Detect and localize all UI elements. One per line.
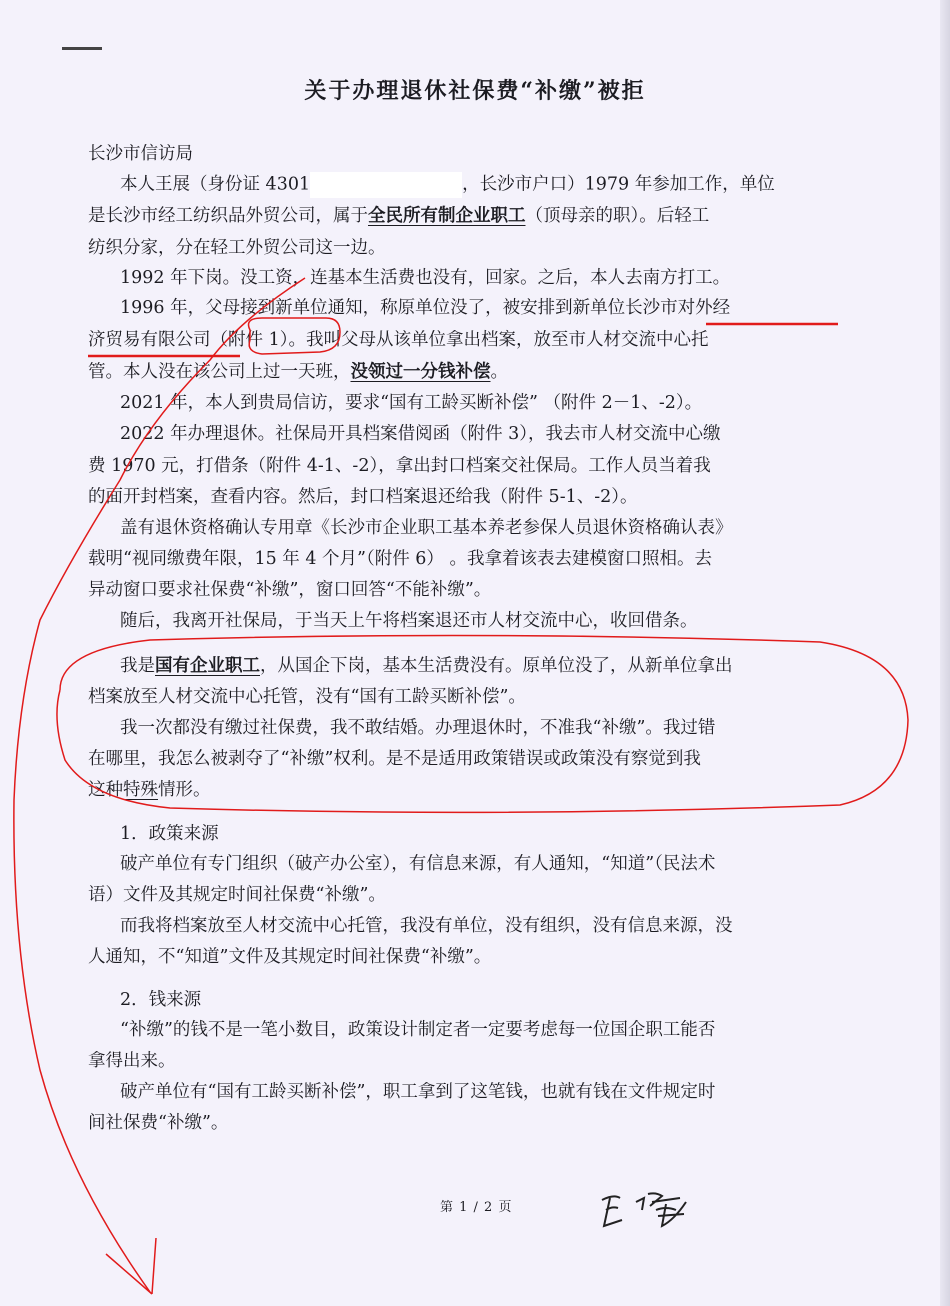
section2-heading: 2．钱来源	[120, 990, 202, 1010]
p3-line1	[120, 296, 840, 320]
scan-edge	[940, 0, 950, 1306]
p6-line1: 盖有退休资格确认专用章《长沙市企业职工基本养老参保人员退休资格确认表》	[120, 518, 733, 538]
p7-line: 随后，我离开社保局，于当天上午将档案退还市人材交流中心，收回借条。	[120, 611, 698, 631]
s2-line3: 破产单位有“国有工龄买断补偿”，职工拿到了这笔钱，也就有钱在文件规定时	[120, 1082, 716, 1102]
p3-l1-a: 1996 年，父母接到新单位通知，称原单位没了，被安排到新单位	[120, 298, 626, 318]
dash-mark	[62, 47, 102, 50]
p1-line2	[88, 204, 840, 228]
p3-l2-c: 。我叫父母从该单位拿出档案，放至市人材交流中心托	[288, 330, 709, 350]
addressee: 长沙市信访局	[88, 144, 193, 164]
p6-line2: 载明“视同缴费年限，15 年 4 个月”（附件 6） 。我拿着该表去建模窗口照相。去	[88, 549, 712, 569]
p3-l3-c: 。	[490, 362, 508, 382]
p9-line1: 我一次都没有缴过社保费，我不敢结婚。办理退休时，不准我“补缴”。我过错	[120, 718, 716, 738]
p5-line2: 费 1970 元，打借条（附件 4-1、-2），拿出封口档案交社保局。工作人员当着我	[88, 456, 711, 476]
p9-l3-emphasis: 特殊	[123, 780, 158, 800]
p5-line1: 2022 年办理退休。社保局开具档案借阅函（附件 3），我去市人材交流中心缴	[120, 424, 721, 444]
signature	[596, 1180, 696, 1240]
p8-line2: 档案放至人材交流中心托管，没有“国有工龄买断补偿”。	[88, 687, 526, 707]
p4-line: 2021 年，本人到贵局信访，要求“国有工龄买断补偿” （附件 2－1、-2）。	[120, 393, 703, 413]
p3-line3	[88, 360, 840, 384]
p6-line3: 异动窗口要求社保费“补缴”，窗口回答“不能补缴”。	[88, 580, 492, 600]
p3-l2-a: 济贸易有限公司	[88, 330, 211, 350]
s2-line4: 间社保费“补缴”。	[88, 1113, 229, 1133]
p1-line3: 纺织分家，分在轻工外贸公司这一边。	[88, 238, 386, 258]
p9-l3-c: 情形。	[158, 780, 211, 800]
redaction-box	[310, 172, 462, 198]
s2-line2: 拿得出来。	[88, 1051, 176, 1071]
section1-heading: 1．政策来源	[120, 824, 219, 844]
p2-line: 1992 年下岗。没工资，连基本生活费也没有，回家。之后，本人去南方打工。	[120, 268, 731, 288]
arrow-head	[106, 1238, 156, 1294]
p1-l2-emphasis: 全民所有制企业职工	[368, 206, 526, 226]
p5-line3: 的面开封档案，查看内容。然后，封口档案退还给我（附件 5-1、-2）。	[88, 487, 638, 507]
p1-text-b: ，长沙市户口）1979 年参加工作，单位	[462, 174, 775, 195]
s2-line1: “补缴”的钱不是一笔小数目，政策设计制定者一定要考虑每一位国企职工能否	[120, 1020, 716, 1040]
p8-l1-a: 我是	[120, 656, 155, 676]
p8-l1-c: ，从国企下岗，基本生活费没有。原单位没了，从新单位拿出	[260, 656, 733, 676]
p8-line1	[120, 654, 840, 678]
page-number: 第 1 / 2 页	[440, 1200, 513, 1215]
p3-l3-a: 管。本人没在该公司上过一天班，	[88, 362, 351, 382]
p9-l3-a: 这种	[88, 780, 123, 800]
s1-line1: 破产单位有专门组织（破产办公室），有信息来源，有人通知，“知道”（民法术	[120, 854, 716, 874]
p1-l2-c: （顶母亲的职）。后轻工	[525, 206, 710, 226]
p9-line3	[88, 778, 840, 802]
p3-l3-emphasis: 没领过一分钱补偿	[350, 362, 491, 382]
s1-line2: 语）文件及其规定时间社保费“补缴”。	[88, 885, 386, 905]
p8-l1-emphasis: 国有企业职工	[155, 656, 260, 676]
p9-line2: 在哪里，我怎么被剥夺了“补缴”权利。是不是适用政策错误或政策没有察觉到我	[88, 749, 701, 769]
p1-l2-a: 是长沙市经工纺织品外贸公司，属于	[88, 206, 368, 226]
p3-l1-b: 长沙市对外经	[625, 298, 731, 318]
p3-l2-attachment: （附件 1）	[210, 330, 289, 350]
p1-line1	[120, 172, 840, 198]
s1-line3: 而我将档案放至人材交流中心托管，我没有单位，没有组织，没有信息来源，没	[120, 916, 733, 936]
p3-line2	[88, 328, 840, 352]
p1-text-a: 本人王展（身份证 4301	[120, 174, 311, 195]
document-title: 关于办理退休社保费“补缴”被拒	[304, 78, 646, 104]
s1-line4: 人通知，不“知道”文件及其规定时间社保费“补缴”。	[88, 947, 492, 967]
